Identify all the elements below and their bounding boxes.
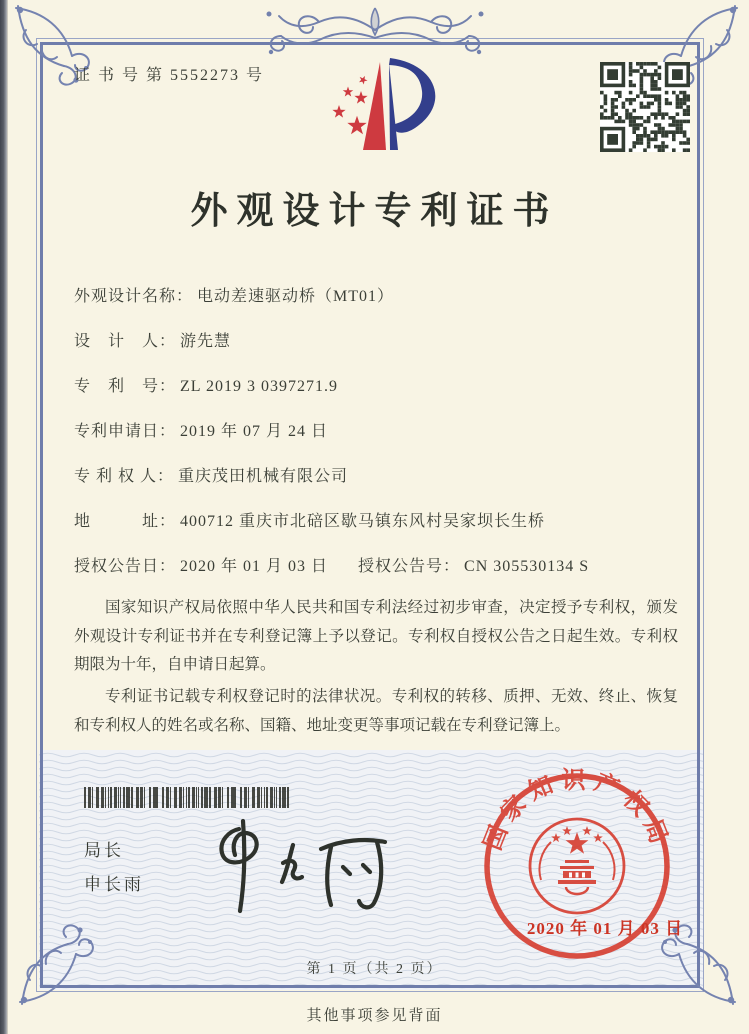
field-value: 重庆茂田机械有限公司 (178, 468, 349, 485)
qr-code-icon (600, 62, 690, 152)
paragraph-grant-statement: 国家知识产权局依照中华人民共和国专利法经过初步审查，决定授予专利权，颁发外观设计专利证书并在专利登记簿上予以登记。专利权自授权公告之日起生效。专利权期限为十年，自申请日起算。 (74, 599, 678, 674)
field-grant-row (74, 553, 589, 576)
certificate-number: 证 书 号 第 5552273 号 (74, 67, 265, 84)
cnipa-logo-icon (297, 30, 457, 180)
signer-name: 申长雨 (84, 875, 144, 894)
field-value: 游先慧 (180, 333, 232, 350)
field-designer (74, 328, 231, 351)
field-design-name (74, 283, 394, 306)
field-patentee (74, 463, 348, 486)
grant-number-label: 授权公告号： (358, 558, 461, 575)
field-label: 地 址： (74, 513, 177, 530)
field-label: 外观设计名称： (74, 288, 194, 305)
back-side-note: 其他事项参见背面 (306, 1008, 443, 1024)
national-emblem-icon (530, 819, 624, 913)
paragraph-register-statement: 专利证书记载专利权登记时的法律状况。专利权的转移、质押、无效、终止、恢复和专利权人的姓名或名称、国籍、地址变更等事项记载在专利登记簿上。 (74, 688, 678, 734)
certificate-title: 外观设计专利证书 (190, 191, 559, 232)
page-number: 第 1 页（共 2 页） (306, 962, 443, 977)
field-label: 专 利 号： (74, 378, 177, 395)
seal-arc-text: 国家知识产权局 (480, 768, 674, 854)
field-label: 专利申请日： (74, 423, 177, 440)
grant-date-label: 授权公告日： (74, 558, 177, 575)
field-value: ZL 2019 3 0397271.9 (180, 378, 338, 395)
field-filing-date (74, 418, 328, 441)
certificate-body-text (74, 594, 678, 740)
grant-date-value: 2020 年 01 月 03 日 (180, 558, 329, 575)
official-red-seal-icon (457, 746, 697, 986)
field-value: 2019 年 07 月 24 日 (180, 423, 329, 440)
scan-edge-shadow (0, 0, 8, 1034)
field-value: 400712 重庆市北碚区歇马镇东风村吴家坝长生桥 (180, 513, 546, 530)
field-address (74, 508, 545, 531)
field-patent-number (74, 373, 338, 396)
field-label: 设 计 人： (74, 333, 177, 350)
handwritten-signature-icon (205, 815, 405, 920)
signer-title: 局长 (84, 841, 124, 860)
seal-date: 2020 年 01 月 03 日 (526, 919, 684, 938)
barcode-icon (84, 787, 290, 808)
grant-number-value: CN 305530134 S (464, 558, 590, 575)
field-label: 专 利 权 人： (74, 468, 175, 485)
field-value: 电动差速驱动桥（MT01） (197, 288, 395, 305)
